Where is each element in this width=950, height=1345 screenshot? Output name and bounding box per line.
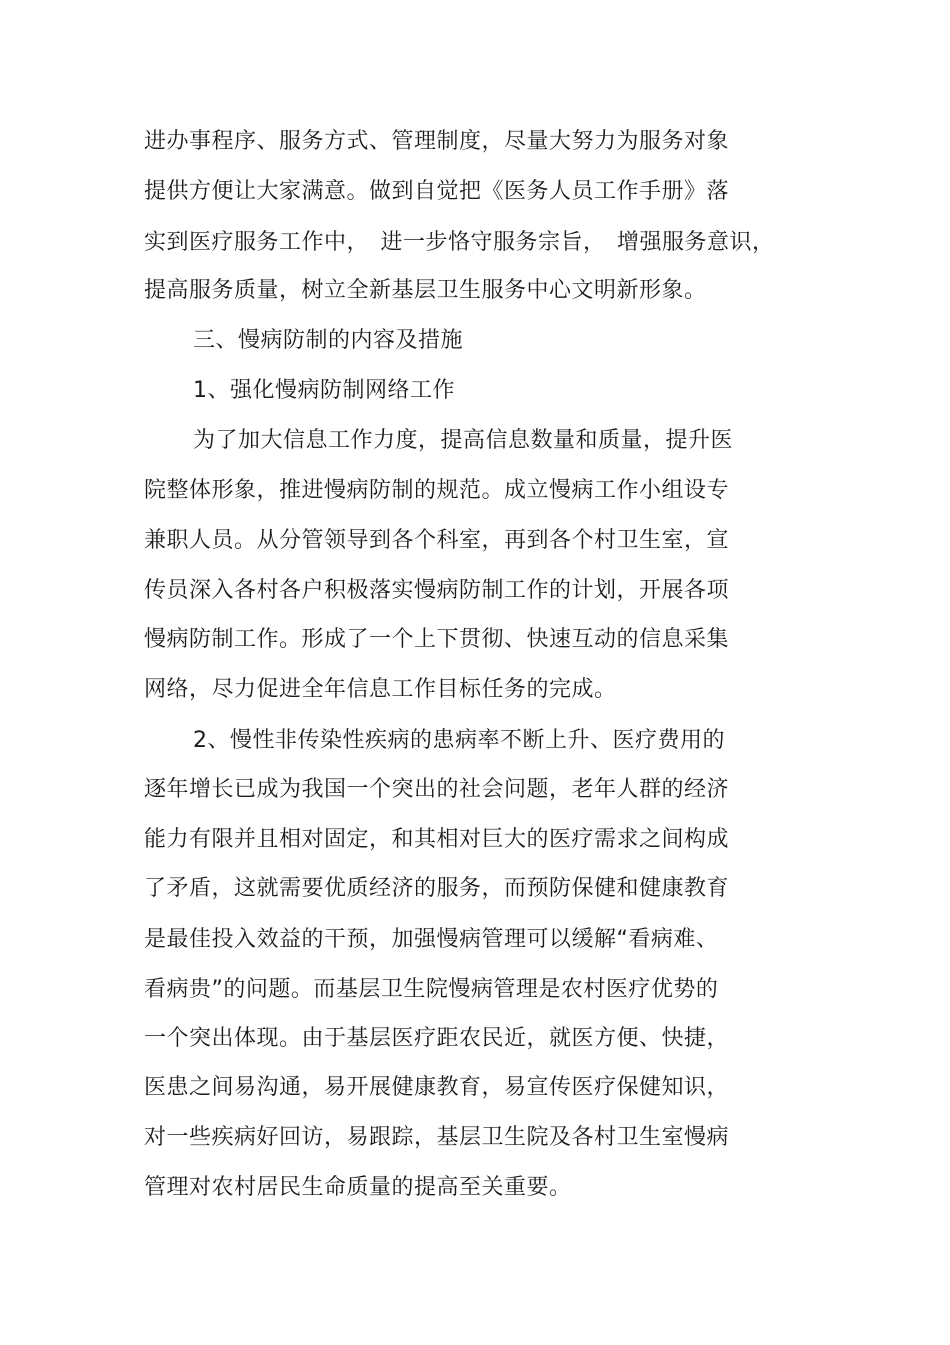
text-line: 进办事程序、服务方式、管理制度，尽量大努力为服务对象	[144, 129, 730, 154]
text-line: 逐年增长已成为我国一个突出的社会问题，老年人群的经济	[144, 777, 730, 802]
text-line: 网络，尽力促进全年信息工作目标任务的完成。	[144, 677, 617, 702]
text-line: 提高服务质量，树立全新基层卫生服务中心文明新形象。	[144, 278, 707, 303]
subsection-heading: 1、强化慢病防制网络工作	[193, 378, 455, 403]
text-line: 对一些疾病好回访，易跟踪，基层卫生院及各村卫生室慢病	[144, 1125, 730, 1150]
text-line: 提供方便让大家满意。做到自觉把《医务人员工作手册》落	[144, 179, 730, 204]
text-line: 看病贵”的问题。而基层卫生院慢病管理是农村医疗优势的	[144, 977, 719, 1002]
paragraph-first-line: 为了加大信息工作力度，提高信息数量和质量，提升医	[193, 428, 734, 453]
text-line: 一个突出体现。由于基层医疗距农民近，就医方便、快捷，	[144, 1026, 730, 1051]
section-heading: 三、慢病防制的内容及措施	[193, 328, 464, 353]
text-line: 实到医疗服务工作中， 进一步恪守服务宗旨， 增强服务意识，	[144, 230, 775, 255]
text-line: 管理对农村居民生命质量的提高至关重要。	[144, 1175, 572, 1200]
paragraph-first-line: 2、慢性非传染性疾病的患病率不断上升、医疗费用的	[193, 728, 725, 753]
text-line: 兼职人员。从分管领导到各个科室，再到各个村卫生室，宣	[144, 528, 730, 553]
text-line: 慢病防制工作。形成了一个上下贯彻、快速互动的信息采集	[144, 627, 730, 652]
text-line: 是最佳投入效益的干预，加强慢病管理可以缓解“看病难、	[144, 927, 719, 952]
text-line: 院整体形象，推进慢病防制的规范。成立慢病工作小组设专	[144, 478, 730, 503]
text-line: 了矛盾，这就需要优质经济的服务，而预防保健和健康教育	[144, 876, 730, 901]
text-line: 传员深入各村各户积极落实慢病防制工作的计划，开展各项	[144, 578, 730, 603]
text-line: 能力有限并且相对固定，和其相对巨大的医疗需求之间构成	[144, 827, 730, 852]
text-line: 医患之间易沟通，易开展健康教育，易宣传医疗保健知识，	[144, 1075, 730, 1100]
